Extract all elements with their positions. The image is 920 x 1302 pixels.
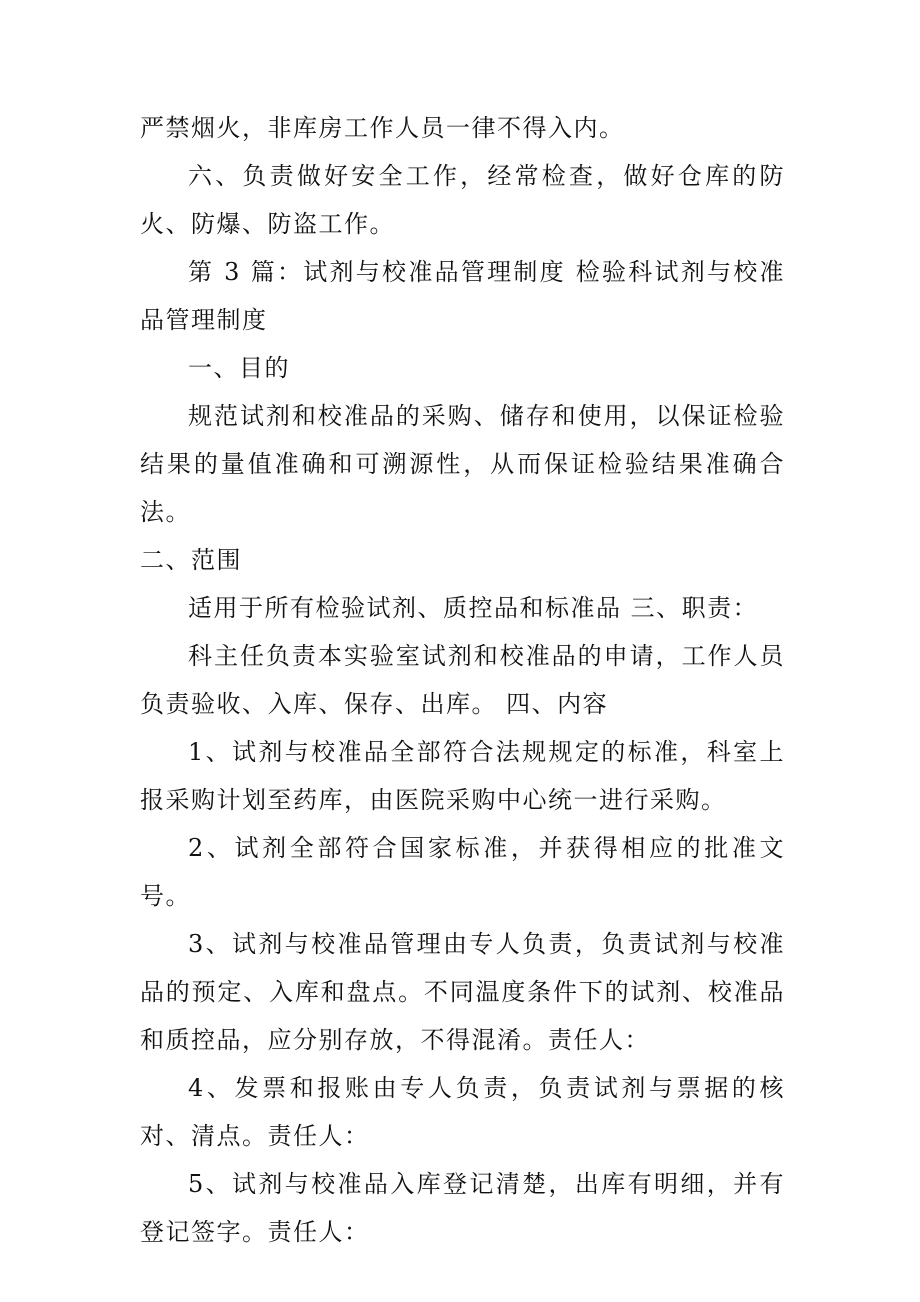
section-title: 第 3 篇：试剂与校准品管理制度 检验科试剂与校准品管理制度 <box>140 258 785 334</box>
heading-purpose: 一、目的 <box>188 354 290 382</box>
paragraph-responsibility: 科主任负责本实验室试剂和校准品的申请，工作人员负责验收、入库、保存、出库。 四、内容 <box>140 642 785 718</box>
paragraph-item-3: 3、试剂与校准品管理由专人负责，负责试剂与校准品的预定、入库和盘点。不同温度条件下的试剂、校准品和质控品，应分别存放，不得混淆。责任人： <box>140 930 785 1054</box>
paragraph-item-4: 4、发票和报账由专人负责，负责试剂与票据的核对、清点。责任人： <box>140 1074 785 1150</box>
paragraph-continuation: 严禁烟火，非库房工作人员一律不得入内。 <box>140 114 625 142</box>
heading-scope: 二、范围 <box>140 546 242 574</box>
paragraph-item-5: 5、试剂与校准品入库登记清楚，出库有明细，并有登记签字。责任人： <box>140 1170 785 1246</box>
document-body <box>140 104 785 1256</box>
paragraph-scope: 适用于所有检验试剂、质控品和标准品 三、职责： <box>188 594 759 622</box>
paragraph-item-1: 1、试剂与校准品全部符合法规规定的标准，科室上报采购计划至药库，由医院采购中心统一进行采购。 <box>140 738 785 814</box>
paragraph-safety-duty: 六、负责做好安全工作，经常检查，做好仓库的防火、防爆、防盗工作。 <box>140 162 785 238</box>
paragraph-item-2: 2、试剂全部符合国家标准，并获得相应的批准文号。 <box>140 834 785 910</box>
paragraph-purpose: 规范试剂和校准品的采购、储存和使用，以保证检验结果的量值准确和可溯源性，从而保证检验结果准确合法。 <box>140 402 785 526</box>
